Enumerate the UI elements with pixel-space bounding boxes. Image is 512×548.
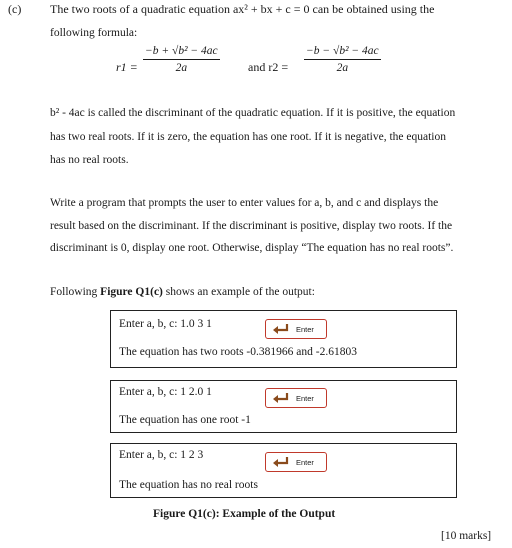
intro-text: following formula: [50,27,138,39]
enter-key-label: Enter [296,394,314,403]
example-3-prompt: Enter a, b, c: 1 2 3 [119,449,204,461]
example-3-enter-key [265,452,327,472]
example-box-3 [110,443,457,498]
enter-arrow-icon [272,392,290,404]
enter-key-label: Enter [296,458,314,467]
r1-numerator: −b + √b² − 4ac [143,45,220,60]
figure-caption: Figure Q1(c): Example of the Output [153,508,336,520]
r1-fraction [143,45,220,74]
following-line [50,287,315,299]
example-box-2 [110,380,457,433]
task-line-1: Write a program that prompts the user to enter values for a, b, and c and displays the [50,197,439,209]
r1-label: r1 = [116,60,138,74]
example-2-output: The equation has one root -1 [119,414,251,426]
following-suffix: shows an example of the output: [165,286,315,298]
example-1-enter-key [265,319,327,339]
r2-label: and r2 = [248,60,289,74]
marks-label: [10 marks] [441,530,492,542]
r2-numerator: −b − √b² − 4ac [304,45,381,60]
discriminant-line-1: b² - 4ac is called the discriminant of the quadratic equation. If it is positive, the equation [50,107,456,119]
r2-denominator: 2a [336,62,349,74]
figure-reference: Figure Q1(c) [100,286,163,298]
example-box-1 [110,310,457,368]
enter-key-label: Enter [296,325,314,334]
top-line-text: The two roots of a quadratic equation ax² + bx + c = 0 can be obtained using the [50,2,435,16]
discriminant-line-3: has no real roots. [50,154,129,166]
example-1-prompt: Enter a, b, c: 1.0 3 1 [119,318,212,330]
example-3-output: The equation has no real roots [119,479,258,491]
question-label: (c) [8,2,22,16]
discriminant-line-2: has two real roots. If it is zero, the equation has one root. If it is negative, the equation [50,131,446,143]
following-prefix: Following [50,286,98,298]
r2-fraction [304,45,381,74]
task-line-2: result based on the discriminant. If the discriminant is positive, display two roots. If the [50,220,453,232]
task-line-3: discriminant is 0, display one root. Otherwise, display “The equation has no real roots”. [50,242,454,254]
example-2-enter-key [265,388,327,408]
enter-arrow-icon [272,456,290,468]
example-2-prompt: Enter a, b, c: 1 2.0 1 [119,386,212,398]
example-1-output: The equation has two roots -0.381966 and -2.61803 [119,346,357,358]
enter-arrow-icon [272,323,290,335]
r1-denominator: 2a [175,62,188,74]
